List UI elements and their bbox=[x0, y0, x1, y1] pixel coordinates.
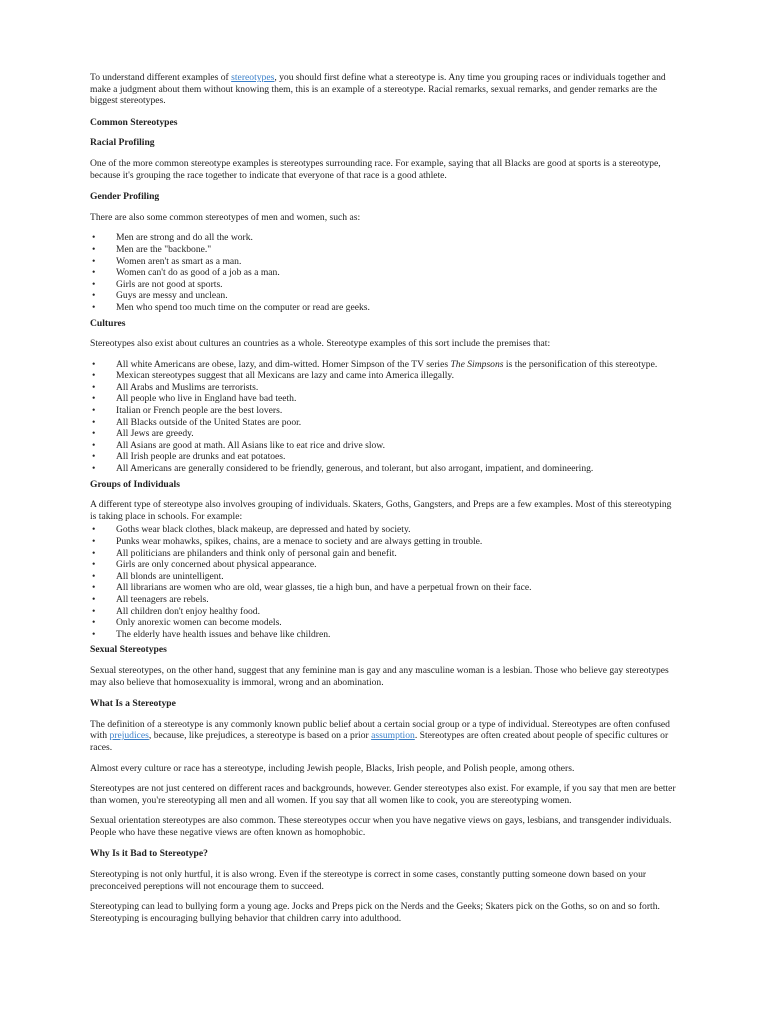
sexual-orientation-paragraph: Sexual orientation stereotypes are also common. These stereotypes occur when you have negative views on gays, lesbians, and transgender individuals. People who have these negative views are often known as homophobic. bbox=[90, 815, 672, 838]
bullying-paragraph: Stereotyping can lead to bullying form a young age. Jocks and Preps pick on the Nerds and the Geeks; Skaters pick on the Goths, so on and so forth. Stereotyping is encouraging bullying behavior that children carry into adulthood. bbox=[90, 901, 660, 924]
list-item-text: All Americans are generally considered to be friendly, generous, and tolerant, but also arrogant, impatient, and domineering. bbox=[116, 463, 594, 475]
list-item bbox=[90, 393, 678, 405]
list-item-text: Women aren't as smart as a man. bbox=[116, 255, 242, 267]
bullet-icon: • bbox=[92, 428, 96, 440]
list-item bbox=[90, 629, 678, 641]
list-item bbox=[90, 232, 678, 244]
list-item bbox=[90, 279, 678, 291]
bullet-icon: • bbox=[92, 463, 96, 475]
bullet-icon: • bbox=[92, 278, 96, 290]
list-item-text: Goths wear black clothes, black makeup, are depressed and hated by society. bbox=[116, 524, 411, 536]
bullet-icon: • bbox=[92, 416, 96, 428]
list-item bbox=[90, 559, 678, 571]
definition-text-start: The definition of a stereotype is any commonly known public belief about a certain social group or a type of individual. Stereotypes are often confused with bbox=[90, 718, 670, 742]
list-item bbox=[90, 267, 678, 279]
bullet-icon: • bbox=[92, 547, 96, 559]
definition-paragraph bbox=[90, 719, 678, 754]
document-page bbox=[90, 72, 678, 933]
sexual-stereotypes-heading: Sexual Stereotypes bbox=[90, 644, 167, 656]
stereotypes-link[interactable]: stereotypes bbox=[231, 72, 275, 83]
list-item-text: Girls are not good at sports. bbox=[116, 278, 223, 290]
groups-list bbox=[90, 524, 678, 640]
sexual-stereotypes-paragraph: Sexual stereotypes, on the other hand, suggest that any feminine man is gay and any masculine woman is a lesbian. Those who believe gay stereotypes may also believe that homosexuality is immoral, wrong and an abomination. bbox=[90, 664, 669, 688]
list-item-text: Women can't do as good of a job as a man. bbox=[116, 267, 280, 279]
cultures-paragraph: Stereotypes also exist about cultures an countries as a whole. Stereotype examples of this sort include the premises that: bbox=[90, 338, 551, 350]
gender-profiling-paragraph: There are also some common stereotypes of men and women, such as: bbox=[90, 211, 361, 223]
list-item bbox=[90, 382, 678, 394]
bullet-icon: • bbox=[92, 570, 96, 582]
list-item bbox=[90, 451, 678, 463]
list-item-text: All teenagers are rebels. bbox=[116, 593, 209, 605]
list-item-text: All Irish people are drunks and eat potatoes. bbox=[116, 451, 286, 463]
list-item bbox=[90, 582, 678, 594]
bullet-icon: • bbox=[92, 628, 96, 640]
bullet-icon: • bbox=[92, 301, 96, 313]
definition-text-middle: , because, like prejudices, a stereotype is based on a prior bbox=[148, 730, 372, 742]
list-item-text: All blonds are unintelligent. bbox=[116, 570, 224, 582]
list-item bbox=[90, 370, 678, 382]
bullet-icon: • bbox=[92, 536, 96, 547]
cultures-heading: Cultures bbox=[90, 317, 126, 329]
bullet-icon: • bbox=[92, 524, 96, 536]
cultures-list bbox=[90, 359, 678, 475]
list-item bbox=[90, 548, 678, 560]
list-item-text: Only anorexic women can become models. bbox=[116, 617, 282, 629]
list-item bbox=[90, 405, 678, 417]
bullet-icon: • bbox=[92, 617, 96, 629]
prejudices-link[interactable]: prejudices bbox=[109, 730, 149, 742]
groups-of-individuals-heading: Groups of Individuals bbox=[90, 478, 180, 490]
list-item bbox=[90, 256, 678, 268]
bullet-icon: • bbox=[92, 451, 96, 463]
list-item bbox=[90, 617, 678, 629]
what-is-a-stereotype-heading: What Is a Stereotype bbox=[90, 698, 176, 710]
bullet-icon: • bbox=[92, 255, 96, 267]
list-item-text: All white Americans are obese, lazy, and dim-witted. Homer Simpson of the TV series bbox=[116, 358, 451, 370]
racial-profiling-paragraph: One of the more common stereotype examples is stereotypes surrounding race. For example, saying that all Blacks are good at sports is a stereotype, because it's grouping the race together to indicate that everyone of that race is a good athlete. bbox=[90, 157, 661, 181]
gender-profiling-heading: Gender Profiling bbox=[90, 191, 160, 203]
list-item bbox=[90, 302, 678, 314]
assumption-link[interactable]: assumption bbox=[371, 730, 415, 742]
bullet-icon: • bbox=[92, 232, 96, 244]
list-item-text: All librarians are women who are old, wear glasses, tie a high bun, and have a perpetual frown on their face. bbox=[116, 582, 532, 594]
culture-race-paragraph: Almost every culture or race has a stereotype, including Jewish people, Blacks, Irish people, and Polish people, among others. bbox=[90, 762, 575, 774]
list-item-text: Girls are only concerned about physical appearance. bbox=[116, 559, 317, 571]
list-item-text: Men are the "backbone." bbox=[116, 243, 212, 255]
gender-list bbox=[90, 232, 678, 313]
bullet-icon: • bbox=[92, 358, 96, 370]
bullet-icon: • bbox=[92, 605, 96, 617]
list-item bbox=[90, 594, 678, 606]
bullet-icon: • bbox=[92, 439, 96, 451]
intro-text-start: To understand different examples of bbox=[90, 72, 232, 83]
bullet-icon: • bbox=[92, 370, 96, 382]
bullet-icon: • bbox=[92, 593, 96, 605]
list-item bbox=[90, 463, 678, 475]
bullet-icon: • bbox=[92, 290, 96, 302]
list-item bbox=[90, 417, 678, 429]
groups-paragraph: A different type of stereotype also involves grouping of individuals. Skaters, Goths, Gangsters, and Preps are a few examples. Most of this stereotyping is taking place in schools. For example: bbox=[90, 499, 672, 522]
list-item-text: Men who spend too much time on the computer or read are geeks. bbox=[116, 301, 370, 313]
list-item-text: All Jews are greedy. bbox=[116, 428, 194, 440]
list-item-text: is the personification of this stereotype. bbox=[503, 358, 658, 370]
list-item-text: All people who live in England have bad teeth. bbox=[116, 393, 297, 405]
list-item-text: All Arabs and Muslims are terrorists. bbox=[116, 381, 259, 393]
intro-paragraph bbox=[90, 72, 678, 107]
list-item bbox=[90, 524, 678, 536]
bullet-icon: • bbox=[92, 405, 96, 417]
hurtful-paragraph: Stereotyping is not only hurtful, it is also wrong. Even if the stereotype is correct in some cases, constantly putting someone down based on your preconceived pereptions will not encourage them to succeed. bbox=[90, 869, 647, 892]
bullet-icon: • bbox=[92, 559, 96, 571]
list-item bbox=[90, 244, 678, 256]
list-item bbox=[90, 606, 678, 618]
simpsons-title: The Simpsons bbox=[450, 358, 504, 370]
list-item-text: All politicians are philanders and think only of personal gain and benefit. bbox=[116, 547, 397, 559]
list-item-text: Mexican stereotypes suggest that all Mexicans are lazy and came into America illegally. bbox=[116, 370, 454, 382]
common-stereotypes-heading: Common Stereotypes bbox=[90, 116, 178, 128]
list-item-text: Men are strong and do all the work. bbox=[116, 232, 253, 244]
list-item-text: Italian or French people are the best lovers. bbox=[116, 405, 283, 417]
list-item bbox=[90, 536, 678, 548]
why-bad-heading: Why Is it Bad to Stereotype? bbox=[90, 848, 208, 860]
list-item bbox=[90, 571, 678, 583]
list-item bbox=[90, 440, 678, 452]
intro-text-end: , you should first define what a stereotype is. Any time you grouping races or individuals together and make a judgment about them without knowing them, this is an example of a stereotype. Racial remarks, sexual remarks, and gender remarks are the biggest stereotypes. bbox=[90, 72, 666, 107]
list-item bbox=[90, 428, 678, 440]
list-item-text: The elderly have health issues and behave like children. bbox=[116, 628, 331, 640]
list-item-text: All Asians are good at math. All Asians like to eat rice and drive slow. bbox=[116, 439, 386, 451]
bullet-icon: • bbox=[92, 267, 96, 279]
list-item-text: All children don't enjoy healthy food. bbox=[116, 605, 261, 617]
bullet-icon: • bbox=[92, 381, 96, 393]
list-item bbox=[90, 290, 678, 302]
list-item-text: Punks wear mohawks, spikes, chains, are a menace to society and are always getting in trouble. bbox=[116, 536, 483, 547]
bullet-icon: • bbox=[92, 393, 96, 405]
racial-profiling-heading: Racial Profiling bbox=[90, 137, 155, 149]
list-item bbox=[90, 359, 678, 371]
bullet-icon: • bbox=[92, 243, 96, 255]
list-item-text: Guys are messy and unclean. bbox=[116, 290, 228, 302]
gender-stereotypes-paragraph: Stereotypes are not just centered on different races and backgrounds, however. Gender stereotypes also exist. For example, if you say that men are better than women, you're stereotyping all men and all women. If you say that all women like to cook, you are stereotyping women. bbox=[90, 783, 676, 806]
definition-text-end: . Stereotypes are often created about people of specific cultures or races. bbox=[90, 730, 669, 753]
bullet-icon: • bbox=[92, 582, 96, 594]
list-item-text: All Blacks outside of the United States are poor. bbox=[116, 416, 302, 428]
